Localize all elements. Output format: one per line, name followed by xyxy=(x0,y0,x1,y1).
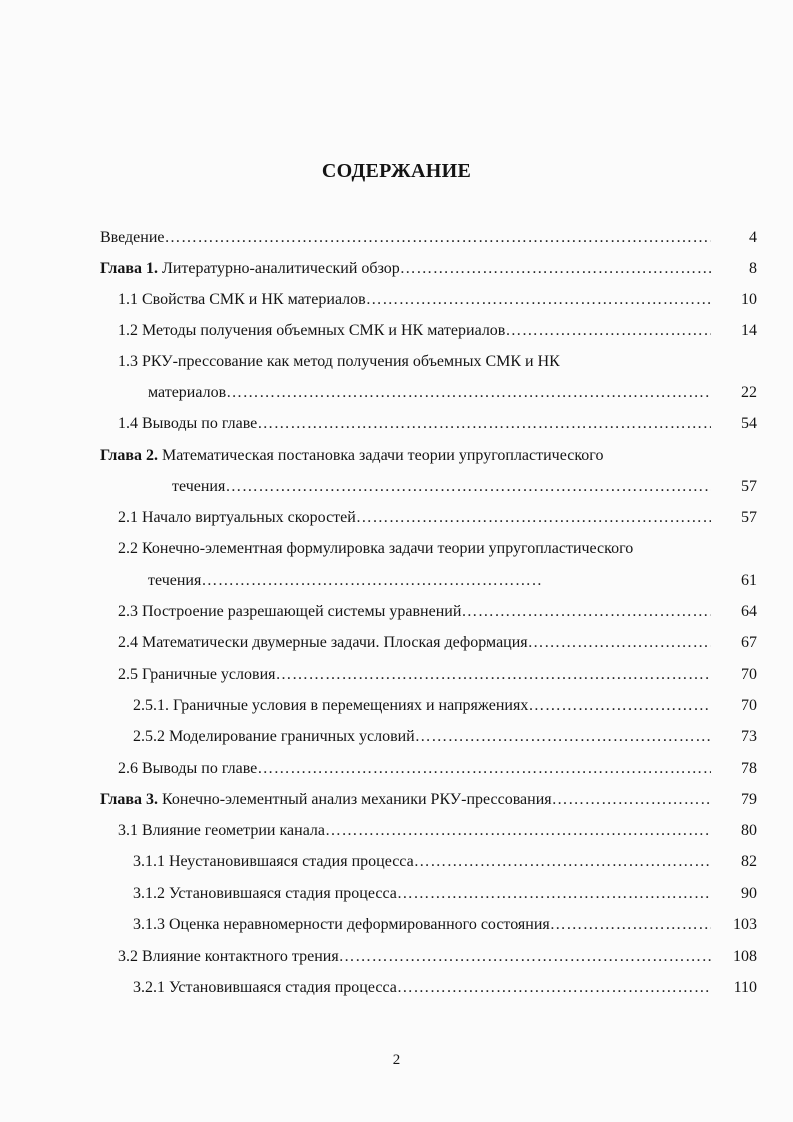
toc-label: Литературно-аналитический обзор xyxy=(158,260,400,277)
toc-label: 2.6 Выводы по главе xyxy=(118,760,258,777)
toc-label: 2.5.1. Граничные условия в перемещениях и напряжениях xyxy=(133,697,529,714)
toc-leader-dots xyxy=(356,507,711,529)
toc-entry-1-3-continuation[interactable] xyxy=(0,382,793,404)
toc-entry-1-2[interactable] xyxy=(0,320,793,342)
toc-label: 2.4 Математически двумерные задачи. Плоская деформация xyxy=(118,634,528,651)
toc-label: 3.1.1 Неустановившаяся стадия процесса xyxy=(133,853,414,870)
toc-label: 2.3 Построение разрешающей системы уравнений xyxy=(118,603,462,620)
toc-page-number: 78 xyxy=(741,760,757,777)
toc-page-number: 80 xyxy=(741,822,757,839)
toc-leader-dots xyxy=(339,946,711,968)
toc-chapter-prefix: Глава 1. xyxy=(100,260,158,277)
toc-entry-2-3[interactable] xyxy=(0,601,793,623)
toc-leader-dots xyxy=(550,914,711,936)
toc-chapter-prefix: Глава 2. xyxy=(100,447,158,464)
toc-entry-3-1-2[interactable] xyxy=(0,883,793,905)
toc-leader-dots xyxy=(552,789,711,811)
toc-page-number: 82 xyxy=(741,853,757,870)
toc-page-number: 67 xyxy=(741,634,757,651)
toc-entry-chapter-3[interactable] xyxy=(0,789,793,811)
toc-leader-dots xyxy=(397,883,711,905)
toc-entry-2-2[interactable] xyxy=(0,538,793,560)
toc-label: 2.2 Конечно-элементная формулировка задачи теории упругопластического xyxy=(118,540,634,557)
toc-page-number: 90 xyxy=(741,885,757,902)
toc-entry-chapter-1[interactable] xyxy=(0,258,793,280)
toc-label: 2.1 Начало виртуальных скоростей xyxy=(118,509,356,526)
toc-entry-3-1[interactable] xyxy=(0,820,793,842)
toc-leader-dots xyxy=(415,726,711,748)
toc-page-number: 79 xyxy=(741,791,757,808)
toc-page-number: 61 xyxy=(741,572,757,589)
toc-entry-2-4[interactable] xyxy=(0,632,793,654)
toc-leader-dots xyxy=(414,851,711,873)
toc-page-number: 64 xyxy=(741,603,757,620)
toc-leader-dots xyxy=(225,476,711,498)
toc-entry-3-2[interactable] xyxy=(0,946,793,968)
toc-leader-dots xyxy=(505,320,711,342)
toc-entry-1-3[interactable] xyxy=(0,351,793,373)
toc-label-continuation: течения xyxy=(172,478,226,495)
toc-page-number: 8 xyxy=(749,260,757,277)
toc-leader-dots xyxy=(201,570,543,592)
toc-label: 3.1.2 Установившаяся стадия процесса xyxy=(133,885,397,902)
toc-page-number: 70 xyxy=(741,697,757,714)
toc-label: 3.2.1 Установившаяся стадия процесса xyxy=(133,979,397,996)
page-title: СОДЕРЖАНИЕ xyxy=(321,160,472,182)
toc-page-number: 103 xyxy=(733,916,757,933)
toc-entry-introduction[interactable] xyxy=(0,227,793,249)
toc-page-number: 54 xyxy=(741,415,757,432)
toc-entry-1-4[interactable] xyxy=(0,413,793,435)
toc-entry-3-1-1[interactable] xyxy=(0,851,793,873)
toc-entry-3-1-3[interactable] xyxy=(0,914,793,936)
toc-label: Математическая постановка задачи теории упругопластического xyxy=(158,447,604,464)
toc-label: 1.1 Свойства СМК и НК материалов xyxy=(118,291,366,308)
toc-entry-2-6[interactable] xyxy=(0,758,793,780)
toc-leader-dots xyxy=(400,258,711,280)
toc-entry-1-1[interactable] xyxy=(0,289,793,311)
toc-entry-2-1[interactable] xyxy=(0,507,793,529)
toc-leader-dots xyxy=(397,977,711,999)
toc-entry-2-5[interactable] xyxy=(0,664,793,686)
toc-leader-dots xyxy=(366,289,711,311)
toc-leader-dots xyxy=(528,695,711,717)
toc-label: Введение xyxy=(100,229,165,246)
toc-label-continuation: материалов xyxy=(148,384,227,401)
toc-chapter-prefix: Глава 3. xyxy=(100,791,158,808)
toc-page-number: 22 xyxy=(741,384,757,401)
toc-label: 3.1 Влияние геометрии канала xyxy=(118,822,326,839)
toc-leader-dots xyxy=(226,382,711,404)
toc-label: 1.4 Выводы по главе xyxy=(118,415,258,432)
toc-leader-dots xyxy=(461,601,711,623)
toc-page-number: 73 xyxy=(741,728,757,745)
toc-leader-dots xyxy=(325,820,711,842)
toc-entry-3-2-1[interactable] xyxy=(0,977,793,999)
toc-label-continuation: течения xyxy=(148,572,202,589)
toc-label: 2.5.2 Моделирование граничных условий xyxy=(133,728,415,745)
toc-label: Конечно-элементный анализ механики РКУ-прессования xyxy=(158,791,552,808)
toc-leader-dots xyxy=(276,664,712,686)
toc-leader-dots xyxy=(257,758,711,780)
toc-label: 2.5 Граничные условия xyxy=(118,666,276,683)
toc-label: 1.3 РКУ-прессование как метод получения объемных СМК и НК xyxy=(118,353,560,370)
toc-label: 3.2 Влияние контактного трения xyxy=(118,948,339,965)
toc-leader-dots xyxy=(257,413,711,435)
toc-page-number: 108 xyxy=(733,948,757,965)
toc-page-number: 4 xyxy=(749,229,757,246)
toc-page-number: 57 xyxy=(741,509,757,526)
page-number: 2 xyxy=(392,1052,401,1068)
toc-entry-2-5-1[interactable] xyxy=(0,695,793,717)
toc-entry-2-5-2[interactable] xyxy=(0,726,793,748)
toc-leader-dots xyxy=(528,632,711,654)
toc-page-number: 70 xyxy=(741,666,757,683)
toc-page-number: 14 xyxy=(741,322,757,339)
toc-page-number: 110 xyxy=(733,979,757,996)
toc-label: 1.2 Методы получения объемных СМК и НК материалов xyxy=(118,322,506,339)
toc-entry-chapter-2[interactable] xyxy=(0,445,793,467)
toc-entry-chapter-2-continuation[interactable] xyxy=(0,476,793,498)
toc-page-number: 10 xyxy=(741,291,757,308)
toc-entry-2-2-continuation[interactable] xyxy=(0,570,793,592)
toc-leader-dots xyxy=(165,227,712,249)
toc-label: 3.1.3 Оценка неравномерности деформированного состояния xyxy=(133,916,550,933)
toc-page-number: 57 xyxy=(741,478,757,495)
